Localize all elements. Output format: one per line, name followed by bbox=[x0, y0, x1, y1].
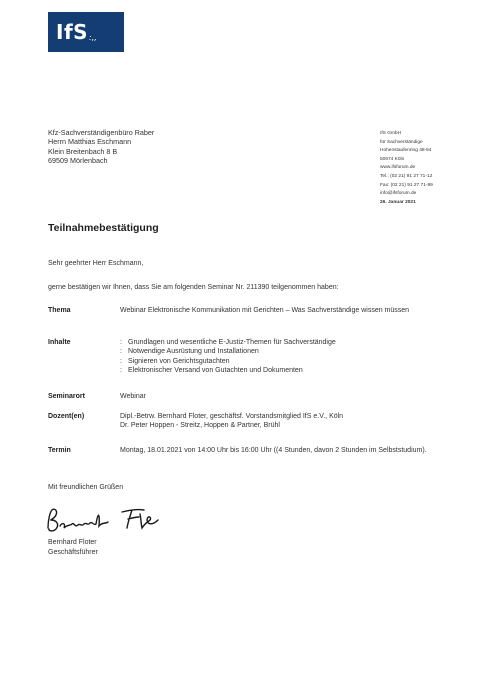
seminarort-label: Seminarort bbox=[48, 393, 85, 400]
sender-line: Fax: (02 21) 91 27 71-99 bbox=[380, 182, 433, 188]
dozenten-value bbox=[120, 412, 450, 431]
handwritten-signature bbox=[44, 504, 184, 538]
sender-line: www.ifsforum.de bbox=[380, 165, 416, 171]
dozent-line: Dipl.-Betrw. Bernhard Floter, geschäftsf. Vorstandsmitglied IfS e.V., Köln bbox=[120, 413, 344, 420]
sender-line: für Sachverständige bbox=[380, 139, 423, 145]
thema-label: Thema bbox=[48, 307, 71, 314]
signer-name: Bernhard Floter bbox=[48, 539, 97, 546]
document-title: Teilnahmebestätigung bbox=[48, 222, 159, 234]
thema-value: Webinar Elektronische Kommunikation mit Gerichten – Was Sachverständige wissen müssen bbox=[120, 307, 410, 314]
recipient-address bbox=[48, 128, 154, 166]
inhalte-list bbox=[120, 338, 450, 376]
signer-role: Geschäftsführer bbox=[48, 549, 98, 556]
sender-address bbox=[380, 130, 433, 207]
intro-text: gerne bestätigen wir Ihnen, dass Sie am folgenden Seminar Nr. 211390 teilgenommen haben: bbox=[48, 284, 339, 291]
list-item: : Elektronischer Versand von Gutachten und Dokumenten bbox=[120, 367, 303, 375]
sender-line: Tel.: (02 21) 91 27 71-12 bbox=[380, 173, 433, 179]
recipient-line: Klein Breitenbach 8 B bbox=[48, 146, 118, 156]
dozenten-label: Dozent(en) bbox=[48, 413, 85, 420]
recipient-line: Herrn Matthias Eschmann bbox=[48, 137, 132, 147]
recipient-line: Kfz-Sachverständigenbüro Raber bbox=[48, 128, 155, 137]
recipient-line: 69509 Mörlenbach bbox=[48, 156, 108, 166]
sender-line: IfS GmbH bbox=[380, 131, 402, 136]
inhalte-label: Inhalte bbox=[48, 339, 71, 346]
sender-line: 50674 Köln bbox=[380, 156, 405, 162]
sender-line: Hohenstaufenring 48-54 bbox=[380, 148, 432, 154]
list-item: : Notwendige Ausrüstung und Installationen bbox=[120, 348, 259, 356]
seminarort-value: Webinar bbox=[120, 393, 146, 400]
salutation: Sehr geehrter Herr Eschmann, bbox=[48, 260, 144, 267]
logo-suffix: :,, bbox=[89, 32, 97, 42]
letter-date: 26. Januar 2021 bbox=[380, 199, 416, 205]
termin-value: Montag, 18.01.2021 von 14:00 Uhr bis 16:00 Uhr ((4 Stunden, davon 2 Stunden im Selbststudium). bbox=[120, 447, 427, 454]
signer-block bbox=[48, 538, 98, 558]
ifs-logo bbox=[48, 12, 124, 52]
list-item: : Signieren von Gerichtsgutachten bbox=[120, 357, 230, 365]
logo-text: IfS bbox=[56, 20, 89, 44]
dozent-line: Dr. Peter Hoppen - Streitz, Hoppen & Partner, Brühl bbox=[120, 422, 280, 430]
list-item: : Grundlagen und wesentliche E-Justiz-Themen für Sachverständige bbox=[120, 339, 336, 346]
sender-line: info@ifsforum.de bbox=[380, 191, 417, 197]
closing-text: Mit freundlichen Grüßen bbox=[48, 484, 124, 491]
termin-label: Termin bbox=[48, 447, 71, 454]
